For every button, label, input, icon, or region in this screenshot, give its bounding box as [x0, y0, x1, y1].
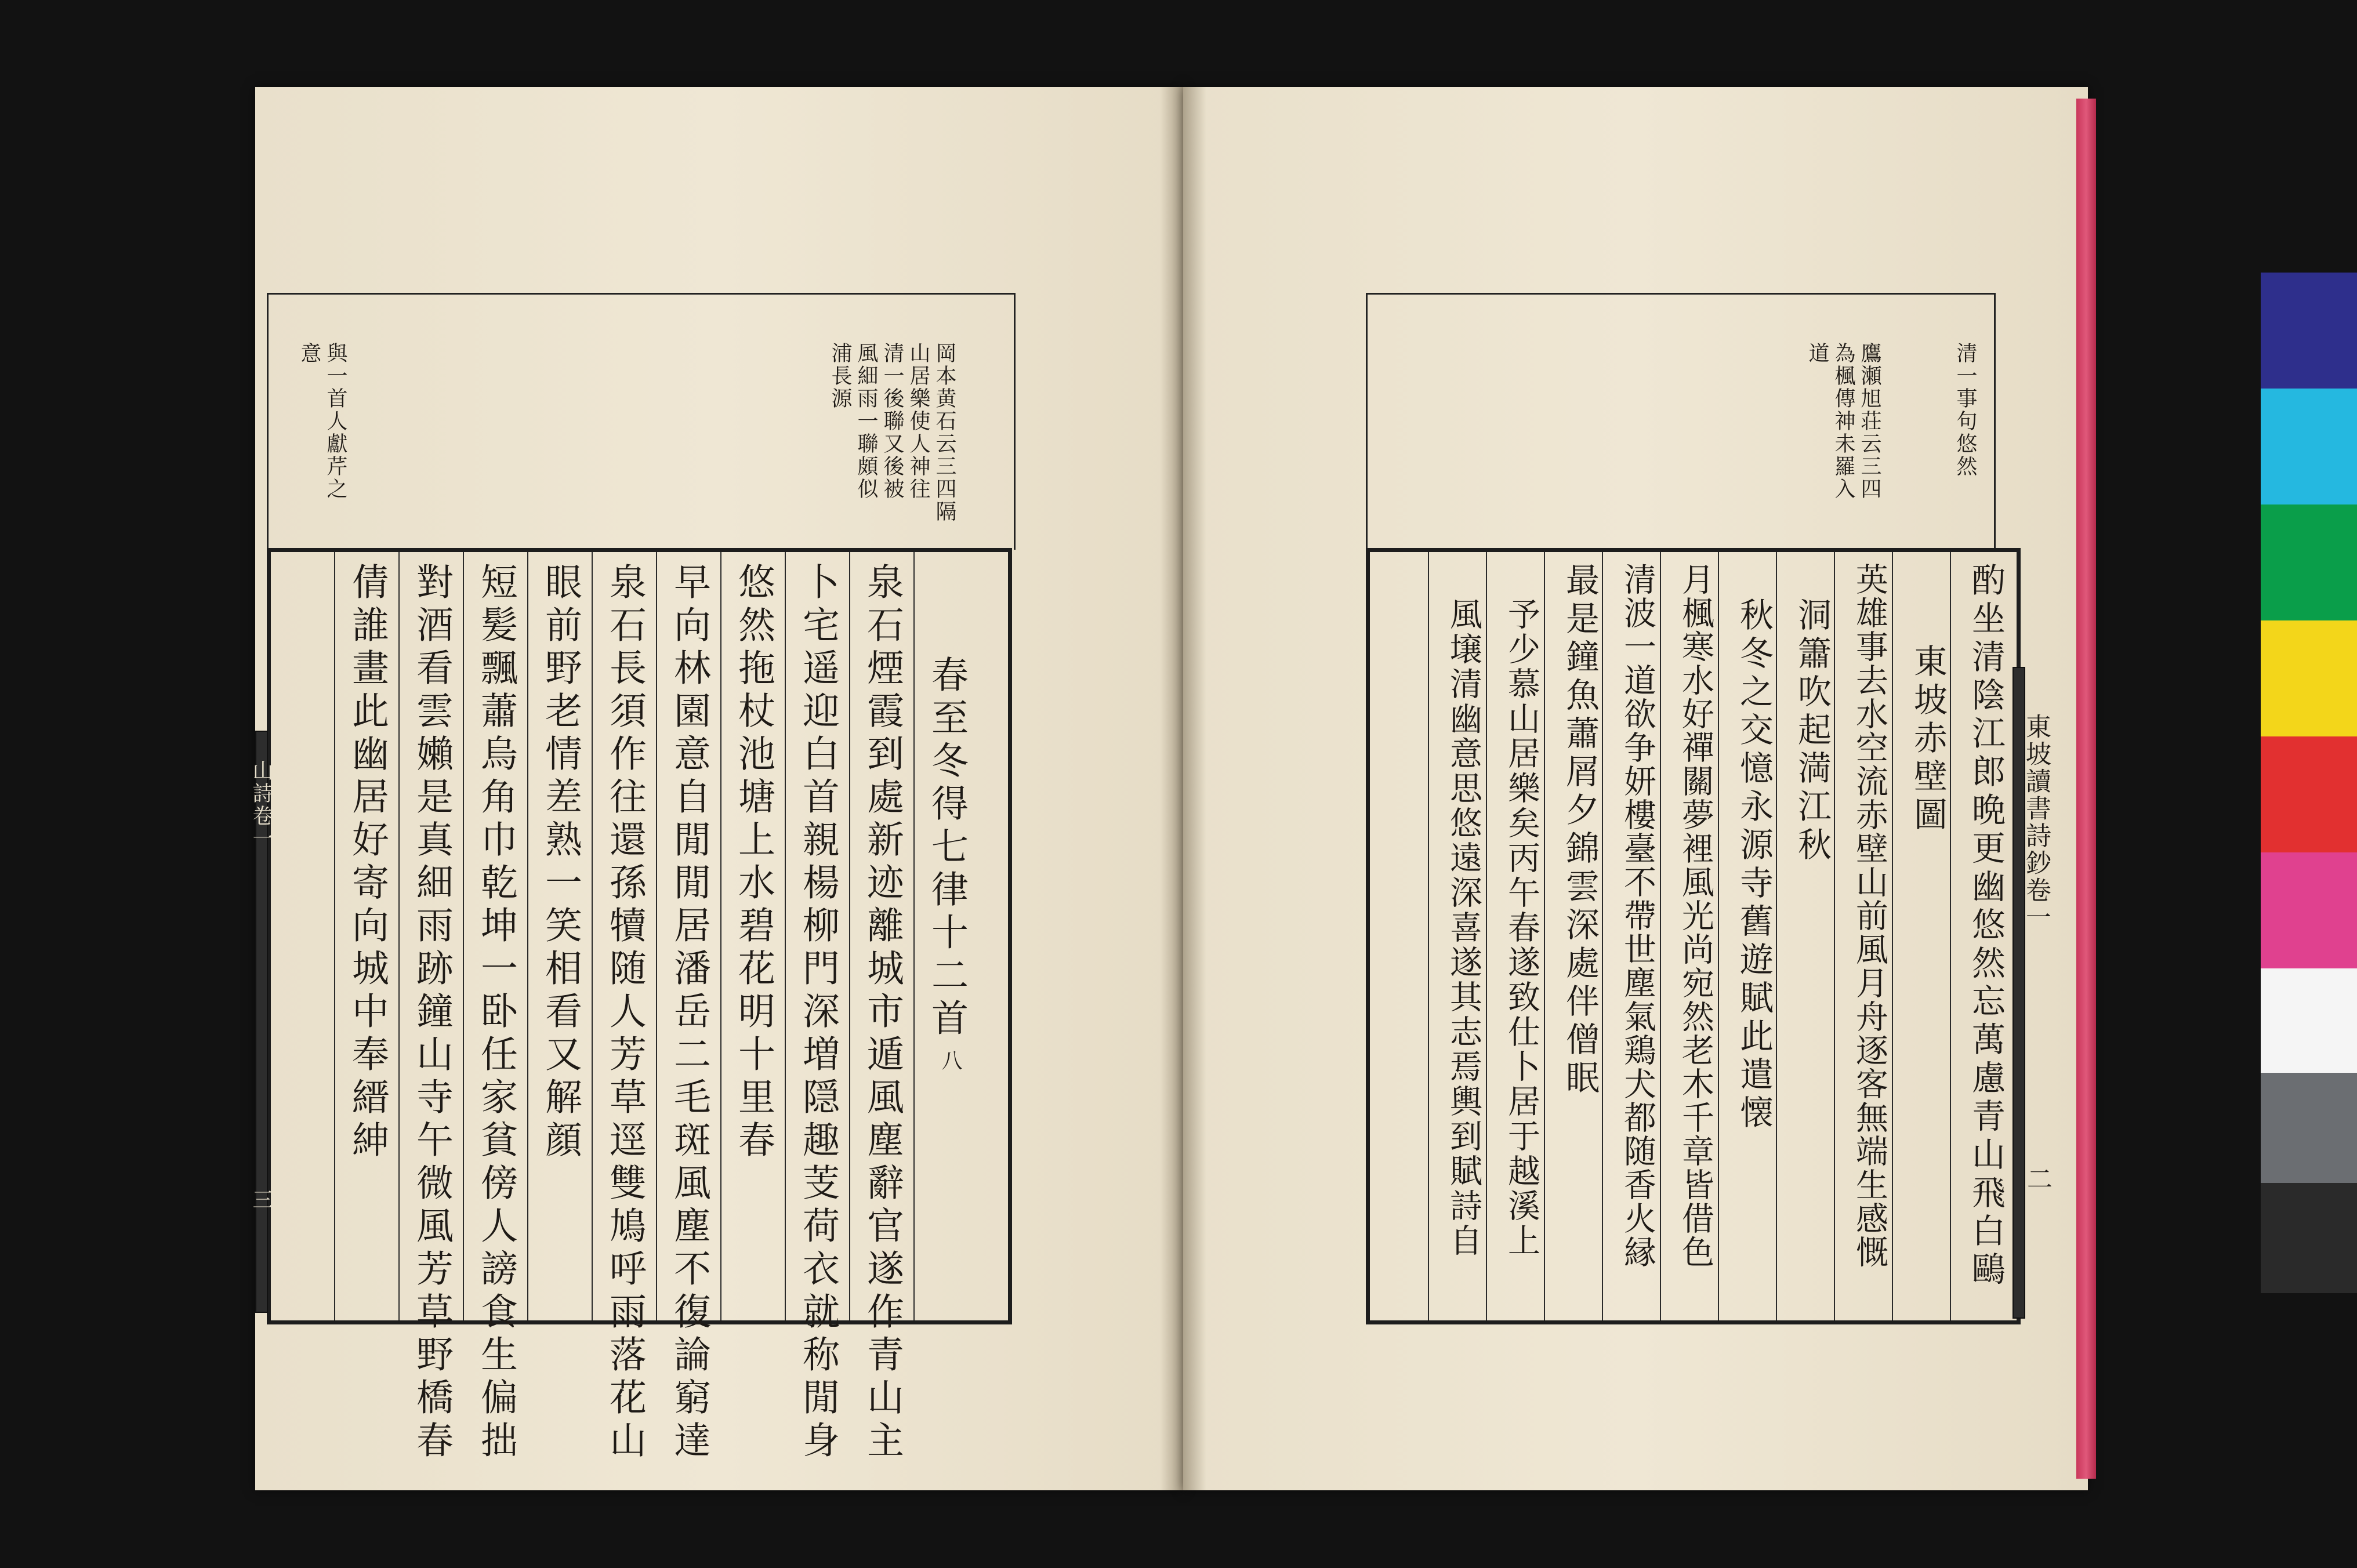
left-title-column: 春至冬得七律十二首	[925, 655, 968, 1041]
right-head-note-2: 鷹瀬旭荘云三四	[1858, 342, 1881, 500]
swatch-red	[2261, 736, 2357, 852]
left-text-column-4: 早向林園意自閒閒居潘岳二毛斑風塵不復論窮達	[668, 562, 710, 1464]
right-head-note-3: 為楓傳神未羅入	[1832, 342, 1855, 500]
open-book	[249, 87, 2117, 1490]
right-margin-label: 東坡讀書詩鈔卷一	[2021, 713, 2051, 931]
left-text-column-7: 短髪飄蕭烏角巾乾坤一卧任家貧傍人謗食生偏拙	[474, 562, 517, 1464]
swatch-green	[2261, 504, 2357, 620]
left-margin-label: 山詩卷一	[249, 760, 273, 850]
right-text-column-1: 酌坐清陰江郎晩更幽悠然忘萬慮青山飛白鷗	[1966, 562, 2006, 1290]
left-head-note-1: 岡本黄石云三四隔	[933, 342, 956, 523]
swatch-white	[2261, 968, 2357, 1073]
right-text-column-6: 月楓寒水好禪關夢裡風光尚宛然老木千章皆借色	[1677, 562, 1714, 1269]
left-title-annotation: 八	[938, 1050, 962, 1072]
left-text-column-2: 卜宅遥迎白首親楊柳門深増隠趣芰荷衣就称閒身	[796, 562, 839, 1464]
page-edge-red	[2076, 99, 2096, 1479]
left-text-column-1: 泉石煙霞到處新迹離城市遁風塵辭官遂作青山主	[861, 562, 904, 1464]
right-text-column-4: 洞簫吹起満江秋	[1792, 597, 1832, 865]
left-head-note-3: 清一後聯又後被	[880, 342, 904, 500]
right-text-column-8: 最是鐘魚蕭屑夕錦雲深處伴僧眠	[1560, 562, 1600, 1098]
swatch-cyan	[2261, 389, 2357, 504]
left-head-note-4: 風細雨一聯頗似	[854, 342, 878, 500]
left-page-number: 三	[249, 1189, 273, 1211]
swatch-magenta	[2261, 852, 2357, 968]
right-text-column-3: 英雄事去水空流赤壁山前風月舟逐客無端生感慨	[1851, 562, 1888, 1269]
right-page-number: 二	[2022, 1166, 2052, 1193]
left-text-column-3: 悠然拖杖池塘上水碧花明十里春	[732, 562, 775, 1163]
right-text-column-2: 東坡赤壁圖	[1908, 644, 1948, 835]
left-text-column-9: 倩誰畫此幽居好寄向城中奉縉紳	[346, 562, 389, 1163]
right-head-note-1: 清一事句悠然	[1953, 342, 1977, 478]
right-text-column-9: 予少慕山居樂矣丙午春遂致仕卜居于越溪上	[1503, 597, 1540, 1258]
swatch-gray	[2261, 1073, 2357, 1183]
right-head-frame	[1366, 293, 1996, 550]
swatch-blue	[2261, 273, 2357, 389]
color-checker-strip	[2261, 273, 2357, 1293]
left-head-note-2: 山居樂使人神往	[906, 342, 930, 500]
right-text-column-5: 秋冬之交憶永源寺舊遊賦此遣懐	[1734, 597, 1774, 1133]
left-head-note-7: 意	[298, 342, 321, 365]
left-head-note-6: 與一首人獻芹之	[324, 342, 347, 500]
swatch-yellow	[2261, 620, 2357, 736]
book-gutter	[1160, 87, 1206, 1490]
left-head-note-5: 浦長源	[828, 342, 852, 410]
right-text-column-10: 風壌清幽意思悠遠深喜遂其志焉輿到賦詩自	[1445, 597, 1482, 1258]
left-text-column-6: 眼前野老情差熟一笑相看又解顔	[539, 562, 582, 1163]
left-text-column-8: 對酒看雲嬾是真細雨跡鐘山寺午微風芳草野橋春	[410, 562, 453, 1464]
right-text-column-7: 清波一道欲争妍樓臺不帶世塵氣鶏犬都随香火縁	[1619, 562, 1656, 1269]
swatch-black	[2261, 1183, 2357, 1293]
left-text-column-5: 泉石長須作往還孫犢随人芳草逕雙鳩呼雨落花山	[603, 562, 646, 1464]
right-head-note-4: 道	[1805, 342, 1829, 365]
